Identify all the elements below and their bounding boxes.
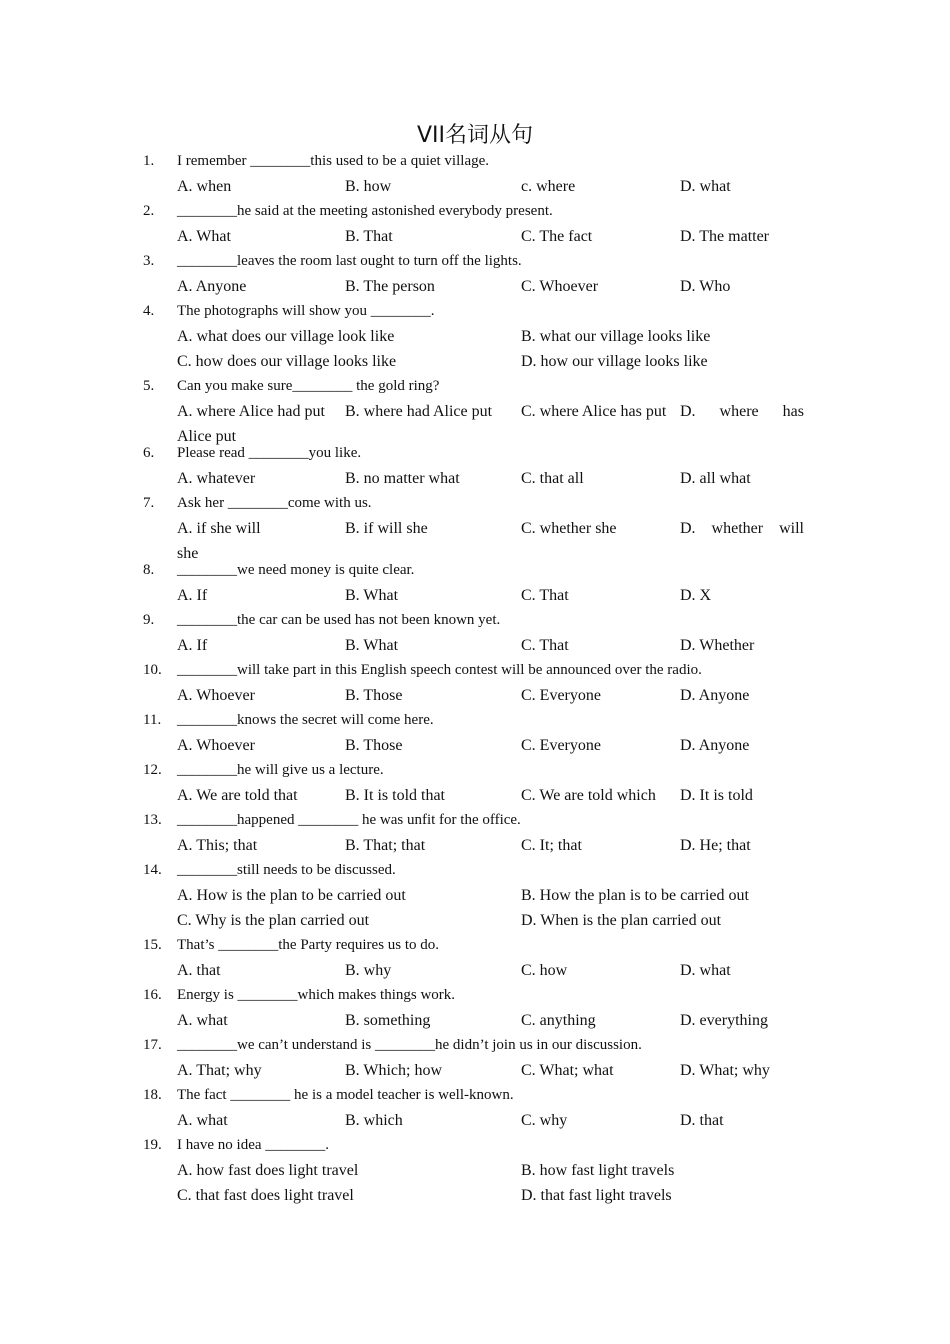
answer-option-continued: she	[177, 545, 199, 562]
question-number: 18.	[143, 1087, 162, 1103]
question-number: 8.	[143, 562, 155, 578]
answer-option: C. that fast does light travel	[177, 1187, 354, 1204]
answer-option: B. The person	[345, 278, 435, 295]
answer-option: D. Whether	[680, 637, 755, 654]
question-stem: Please read ________you like.	[177, 445, 362, 461]
answer-option: B. Which; how	[345, 1062, 443, 1079]
answer-option: C. Whoever	[521, 278, 599, 295]
answer-option: B. why	[345, 962, 392, 979]
answer-option: A. what does our village look like	[177, 328, 395, 345]
answer-option: A. if she will	[177, 520, 261, 537]
answer-option: D. that fast light travels	[521, 1187, 672, 1204]
question-stem: ________he said at the meeting astonished everybody present.	[177, 203, 553, 219]
question-number: 5.	[143, 378, 155, 394]
answer-option: C. What; what	[521, 1062, 614, 1079]
answer-option: D. that	[680, 1112, 724, 1129]
answer-option: B. What	[345, 587, 399, 604]
question-number: 17.	[143, 1037, 162, 1053]
answer-option: B. something	[345, 1012, 431, 1029]
question-stem: Ask her ________come with us.	[177, 495, 372, 511]
answer-option: D. how our village looks like	[521, 353, 708, 370]
answer-option: C. how does our village looks like	[177, 353, 397, 370]
question-number: 16.	[143, 987, 162, 1003]
question-stem: I remember ________this used to be a quiet village.	[177, 153, 490, 169]
question-stem: ________knows the secret will come here.	[177, 712, 434, 728]
answer-option: A. when	[177, 178, 232, 195]
answer-option: D. Anyone	[680, 737, 750, 754]
answer-option: A. If	[177, 587, 208, 604]
answer-option: A. what	[177, 1112, 228, 1129]
answer-option: B. what our village looks like	[521, 328, 711, 345]
answer-option: D. X	[680, 587, 712, 604]
answer-option: D. Anyone	[680, 687, 750, 704]
answer-option-continued: Alice put	[177, 428, 237, 445]
question-stem: Can you make sure________ the gold ring?	[177, 378, 440, 394]
answer-option: C. whether she	[521, 520, 617, 537]
answer-option: D. all what	[680, 470, 751, 487]
answer-option: A. where Alice had put	[177, 403, 325, 420]
answer-option: B. It is told that	[345, 787, 445, 804]
answer-option: B. how fast light travels	[521, 1162, 675, 1179]
answer-option: D. It is told	[680, 787, 753, 804]
answer-option: D. whether will	[680, 520, 804, 537]
answer-option: A. whatever	[177, 470, 256, 487]
question-number: 15.	[143, 937, 162, 953]
answer-option: A. That; why	[177, 1062, 262, 1079]
question-number: 4.	[143, 303, 155, 319]
question-stem: That’s ________the Party requires us to do.	[177, 937, 440, 953]
question-number: 1.	[143, 153, 155, 169]
answer-option: D. He; that	[680, 837, 751, 854]
answer-option: B. That	[345, 228, 393, 245]
answer-option: C. That	[521, 637, 569, 654]
answer-option: C. where Alice has put	[521, 403, 667, 420]
question-number: 9.	[143, 612, 155, 628]
answer-option: D. What; why	[680, 1062, 770, 1079]
answer-option: B. how	[345, 178, 392, 195]
answer-option: A. We are told that	[177, 787, 298, 804]
answer-option: A. how fast does light travel	[177, 1162, 359, 1179]
question-stem: ________happened ________ he was unfit for the office.	[177, 812, 521, 828]
question-stem: ________will take part in this English speech contest will be announced over the radio.	[177, 662, 702, 678]
answer-option: B. That; that	[345, 837, 426, 854]
question-stem: Energy is ________which makes things work.	[177, 987, 456, 1003]
answer-option: C. that all	[521, 470, 584, 487]
answer-option: C. Everyone	[521, 737, 601, 754]
answer-option: B. no matter what	[345, 470, 460, 487]
answer-option: A. Whoever	[177, 687, 255, 704]
answer-option: B. Those	[345, 687, 403, 704]
answer-option: C. The fact	[521, 228, 593, 245]
question-stem: ________still needs to be discussed.	[177, 862, 396, 878]
answer-option: D. When is the plan carried out	[521, 912, 722, 929]
answer-option: C. how	[521, 962, 568, 979]
answer-option: B. How the plan is to be carried out	[521, 887, 749, 904]
question-number: 6.	[143, 445, 155, 461]
question-number: 7.	[143, 495, 155, 511]
answer-option: B. where had Alice put	[345, 403, 493, 420]
answer-option: C. That	[521, 587, 569, 604]
question-stem: ________the car can be used has not been known yet.	[177, 612, 501, 628]
page-title: VII名词从句	[416, 123, 534, 148]
answer-option: B. Those	[345, 737, 403, 754]
question-stem: ________he will give us a lecture.	[177, 762, 384, 778]
question-number: 3.	[143, 253, 155, 269]
question-number: 14.	[143, 862, 162, 878]
answer-option: D. what	[680, 178, 731, 195]
question-number: 12.	[143, 762, 162, 778]
question-number: 13.	[143, 812, 162, 828]
question-stem: ________leaves the room last ought to turn off the lights.	[177, 253, 522, 269]
question-number: 19.	[143, 1137, 162, 1153]
answer-option: A. that	[177, 962, 221, 979]
question-number: 10.	[143, 662, 162, 678]
answer-option: C. Everyone	[521, 687, 601, 704]
answer-option: A. what	[177, 1012, 228, 1029]
answer-option: c. where	[521, 178, 576, 195]
question-stem: ________we need money is quite clear.	[177, 562, 415, 578]
answer-option: D. everything	[680, 1012, 768, 1029]
answer-option: C. We are told which	[521, 787, 656, 804]
answer-option: A. This; that	[177, 837, 258, 854]
answer-option: C. It; that	[521, 837, 582, 854]
answer-option: A. Whoever	[177, 737, 255, 754]
answer-option: A. Anyone	[177, 278, 247, 295]
answer-option: C. anything	[521, 1012, 596, 1029]
question-stem: The photographs will show you ________.	[177, 303, 435, 319]
question-stem: ________we can’t understand is ________he didn’t join us in our discussion.	[177, 1037, 642, 1053]
answer-option: C. Why is the plan carried out	[177, 912, 370, 929]
answer-option: B. which	[345, 1112, 403, 1129]
answer-option: B. if will she	[345, 520, 428, 537]
answer-option: C. why	[521, 1112, 568, 1129]
question-stem: The fact ________ he is a model teacher is well-known.	[177, 1087, 514, 1103]
answer-option: B. What	[345, 637, 399, 654]
answer-option: A. If	[177, 637, 208, 654]
question-number: 2.	[143, 203, 155, 219]
answer-option: A. What	[177, 228, 231, 245]
answer-option: D. where has	[680, 403, 804, 420]
answer-option: A. How is the plan to be carried out	[177, 887, 406, 904]
answer-option: D. The matter	[680, 228, 770, 245]
answer-option: D. Who	[680, 278, 731, 295]
question-number: 11.	[143, 712, 162, 728]
answer-option: D. what	[680, 962, 731, 979]
question-stem: I have no idea ________.	[177, 1137, 330, 1153]
